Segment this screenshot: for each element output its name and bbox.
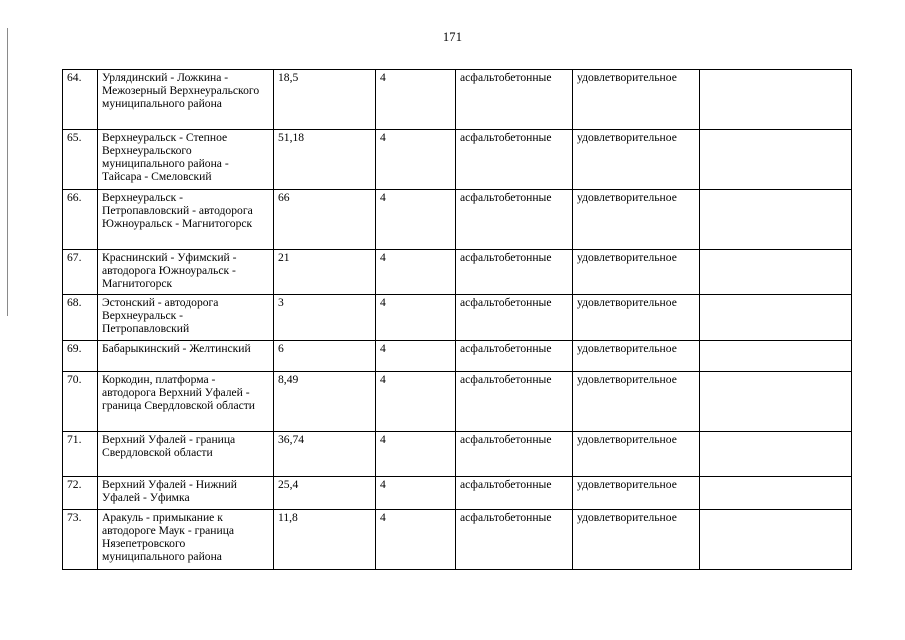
- row-number: 69.: [63, 341, 98, 372]
- road-note: [700, 477, 852, 510]
- table-row: [63, 477, 852, 510]
- roads-table: [62, 69, 852, 570]
- road-surface: асфальтобетонные: [456, 510, 573, 570]
- row-number: 73.: [63, 510, 98, 570]
- road-category: 4: [376, 295, 456, 341]
- road-name: Верхний Уфалей - Нижний Уфалей - Уфимка: [98, 477, 274, 510]
- road-surface: асфальтобетонные: [456, 190, 573, 250]
- road-surface: асфальтобетонные: [456, 372, 573, 432]
- road-name: Верхний Уфалей - граница Свердловской области: [98, 432, 274, 477]
- road-name: Верхнеуральск - Степное Верхнеуральского муниципального района - Тайсара - Смеловский: [98, 130, 274, 190]
- road-surface: асфальтобетонные: [456, 130, 573, 190]
- road-surface: асфальтобетонные: [456, 250, 573, 295]
- row-number: 70.: [63, 372, 98, 432]
- road-length: 51,18: [274, 130, 376, 190]
- road-category: 4: [376, 432, 456, 477]
- road-name: Краснинский - Уфимский - автодорога Южноуральск - Магнитогорск: [98, 250, 274, 295]
- road-length: 3: [274, 295, 376, 341]
- row-number: 67.: [63, 250, 98, 295]
- road-category: 4: [376, 510, 456, 570]
- page-number: 171: [442, 30, 463, 44]
- road-condition: удовлетворительное: [573, 190, 700, 250]
- road-condition: удовлетворительное: [573, 250, 700, 295]
- road-name: Урлядинский - Ложкина - Межозерный Верхнеуральского муниципального района: [98, 70, 274, 130]
- road-category: 4: [376, 372, 456, 432]
- road-surface: асфальтобетонные: [456, 295, 573, 341]
- road-category: 4: [376, 477, 456, 510]
- road-category: 4: [376, 341, 456, 372]
- road-name: Верхнеуральск - Петропавловский - автодорога Южноуральск - Магнитогорск: [98, 190, 274, 250]
- road-name: Бабарыкинский - Желтинский: [98, 341, 274, 372]
- row-number: 71.: [63, 432, 98, 477]
- road-note: [700, 295, 852, 341]
- road-surface: асфальтобетонные: [456, 341, 573, 372]
- table-row: [63, 190, 852, 250]
- road-condition: удовлетворительное: [573, 510, 700, 570]
- road-condition: удовлетворительное: [573, 70, 700, 130]
- road-note: [700, 70, 852, 130]
- road-category: 4: [376, 130, 456, 190]
- road-note: [700, 130, 852, 190]
- row-number: 65.: [63, 130, 98, 190]
- road-surface: асфальтобетонные: [456, 477, 573, 510]
- road-note: [700, 341, 852, 372]
- row-number: 66.: [63, 190, 98, 250]
- table-row: [63, 70, 852, 130]
- road-category: 4: [376, 190, 456, 250]
- road-length: 8,49: [274, 372, 376, 432]
- table-row: [63, 130, 852, 190]
- road-condition: удовлетворительное: [573, 372, 700, 432]
- road-surface: асфальтобетонные: [456, 70, 573, 130]
- road-condition: удовлетворительное: [573, 432, 700, 477]
- table-row: [63, 432, 852, 477]
- row-number: 72.: [63, 477, 98, 510]
- road-note: [700, 432, 852, 477]
- road-name: Эстонский - автодорога Верхнеуральск - Петропавловский: [98, 295, 274, 341]
- table-row: [63, 341, 852, 372]
- road-note: [700, 372, 852, 432]
- table-row: [63, 295, 852, 341]
- row-number: 68.: [63, 295, 98, 341]
- road-length: 25,4: [274, 477, 376, 510]
- road-length: 6: [274, 341, 376, 372]
- road-name: Коркодин, платформа - автодорога Верхний Уфалей - граница Свердловской области: [98, 372, 274, 432]
- table-row: [63, 372, 852, 432]
- road-category: 4: [376, 250, 456, 295]
- road-length: 18,5: [274, 70, 376, 130]
- road-condition: удовлетворительное: [573, 477, 700, 510]
- road-length: 66: [274, 190, 376, 250]
- road-note: [700, 510, 852, 570]
- row-number: 64.: [63, 70, 98, 130]
- road-condition: удовлетворительное: [573, 130, 700, 190]
- road-category: 4: [376, 70, 456, 130]
- road-condition: удовлетворительное: [573, 341, 700, 372]
- road-note: [700, 250, 852, 295]
- table-row: [63, 250, 852, 295]
- table-row: [63, 510, 852, 570]
- road-length: 11,8: [274, 510, 376, 570]
- road-length: 21: [274, 250, 376, 295]
- road-name: Аракуль - примыкание к автодороге Маук - граница Нязепетровского муниципального района: [98, 510, 274, 570]
- binding-margin-line: [7, 28, 8, 316]
- road-note: [700, 190, 852, 250]
- road-surface: асфальтобетонные: [456, 432, 573, 477]
- road-condition: удовлетворительное: [573, 295, 700, 341]
- road-length: 36,74: [274, 432, 376, 477]
